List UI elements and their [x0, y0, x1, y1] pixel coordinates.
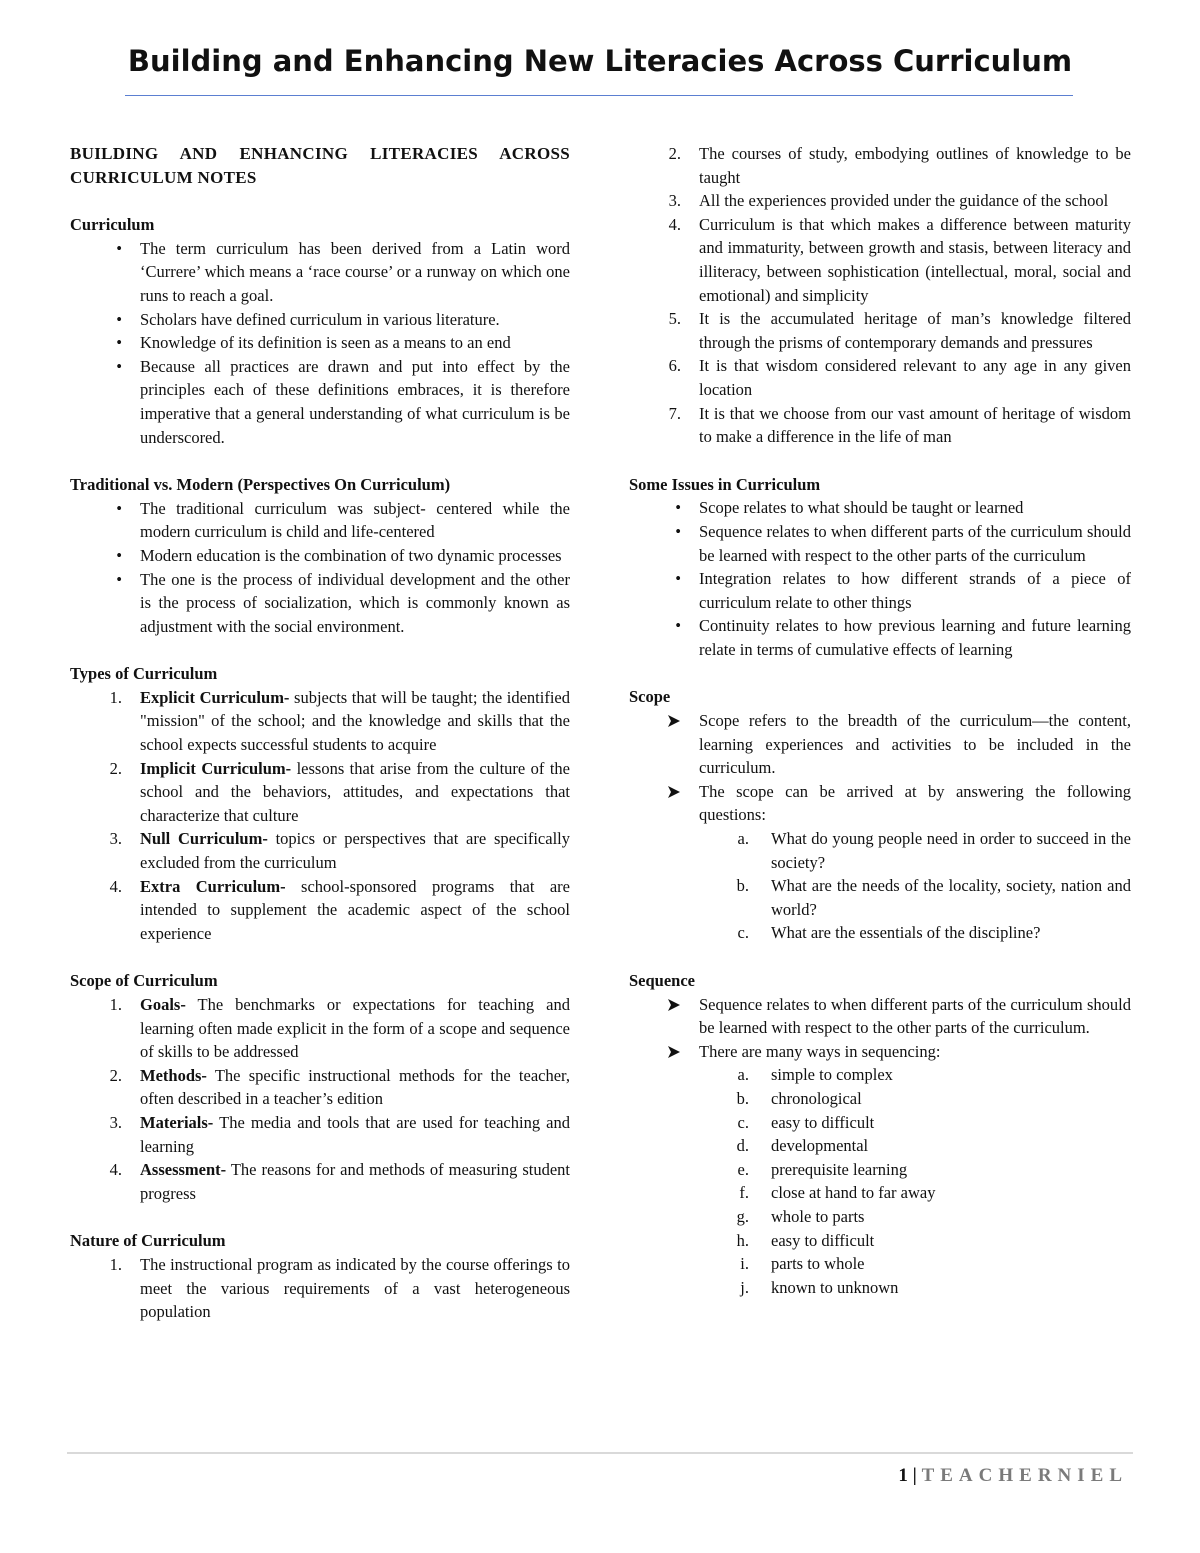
section-nature-of-curriculum — [70, 1229, 570, 1323]
letter-marker: j. — [740, 1277, 749, 1297]
section-heading: Some Issues in Curriculum — [629, 474, 821, 494]
bullet-marker: • — [675, 498, 681, 518]
section-curriculum — [70, 213, 570, 449]
list-item: 5. It is the accumulated heritage of man’s knowledge filtered through the prisms of contemporary demands and pressures — [629, 307, 1131, 354]
term: Materials- — [140, 1112, 214, 1132]
list-item: 4. Curriculum is that which makes a difference between maturity and immaturity, between growth and stasis, between literacy and illiteracy, between sophistication (intellectual, moral, social and emotional) and simplicity — [629, 213, 1131, 307]
bullet-marker: • — [116, 498, 122, 518]
bullet-marker: • — [116, 333, 122, 353]
list-item: 4. Assessment- The reasons for and methods of measuring student progress — [70, 1158, 570, 1205]
arrow-bullet-icon — [667, 998, 681, 1012]
letter-marker: a. — [737, 829, 749, 849]
footer-brand: TEACHERNIEL — [921, 1465, 1128, 1486]
number-marker: 4. — [109, 876, 122, 896]
number-marker: 6. — [668, 356, 681, 376]
arrow-bullet-icon — [667, 714, 681, 728]
number-marker: 5. — [668, 309, 681, 329]
list-item: b. chronological — [629, 1087, 1131, 1111]
section-heading: Sequence — [629, 971, 695, 990]
list-item: 2. Implicit Curriculum- lessons that arise from the culture of the school and the behaviors, attitudes, and expectations that characterize that culture — [70, 757, 570, 828]
list-item: Scope refers to the breadth of the curriculum—the content, learning experiences and activities to be included in the curriculum. — [629, 709, 1131, 780]
list-item: • Because all practices are drawn and put into effect by the principles each of these definitions embraces, it is therefore imperative that a general understanding of what curriculum is be underscored. — [70, 355, 570, 449]
letter-marker: b. — [736, 876, 749, 896]
footer-separator: | — [907, 1465, 922, 1486]
list-item: • Knowledge of its definition is seen as a means to an end — [70, 331, 570, 355]
list-item: b. What are the needs of the locality, society, nation and world? — [629, 874, 1131, 921]
list-item: j. known to unknown — [629, 1276, 1131, 1300]
list-item: • Integration relates to how different strands of a piece of curriculum relate to other things — [629, 567, 1131, 614]
term: Methods- — [140, 1065, 207, 1085]
list-item: • Scholars have defined curriculum in various literature. — [70, 308, 570, 332]
term: Explicit Curriculum- — [140, 687, 290, 707]
list-item: The scope can be arrived at by answering the following questions: — [629, 780, 1131, 827]
title-divider — [125, 95, 1073, 96]
list-item: 2. The courses of study, embodying outlines of knowledge to be taught — [629, 142, 1131, 189]
letter-marker: h. — [736, 1230, 749, 1250]
list-item: 7. It is that we choose from our vast amount of heritage of wisdom to make a difference in the life of man — [629, 402, 1131, 449]
list-item: 1. Explicit Curriculum- subjects that will be taught; the identified "mission" of the school; and the knowledge and skills that the school expects successful students to acquire — [70, 686, 570, 757]
bullet-marker: • — [675, 521, 681, 541]
bullet-marker: • — [116, 545, 122, 565]
list-item: There are many ways in sequencing: — [629, 1040, 1131, 1064]
section-heading: Scope — [629, 687, 671, 707]
bullet-marker: • — [116, 238, 122, 258]
section-types-of-curriculum — [70, 662, 570, 945]
number-marker: 4. — [109, 1160, 122, 1180]
list-item: 3. Materials- The media and tools that are used for teaching and learning — [70, 1111, 570, 1158]
section-scope-of-curriculum — [70, 969, 570, 1205]
number-marker: 2. — [668, 144, 681, 163]
list-item: 1. Goals- The benchmarks or expectations for teaching and learning often made explicit in the form of a scope and sequence of skills to be addressed — [70, 993, 570, 1064]
term: Assessment- — [140, 1160, 227, 1180]
list-item: h. easy to difficult — [629, 1229, 1131, 1253]
list-item: 3. Null Curriculum- topics or perspectives that are specifically excluded from the curriculum — [70, 827, 570, 874]
letter-marker: g. — [736, 1206, 749, 1226]
number-marker: 1. — [109, 1254, 122, 1274]
section-heading: Traditional vs. Modern (Perspectives On Curriculum) — [70, 475, 451, 495]
list-item: • The one is the process of individual development and the other is the process of socialization, which is commonly known as adjustment with the social environment. — [70, 568, 570, 639]
list-item: i. parts to whole — [629, 1252, 1131, 1276]
term: Implicit Curriculum- — [140, 758, 292, 778]
list-item: 2. Methods- The specific instructional methods for the teacher, often described in a teacher’s edition — [70, 1064, 570, 1111]
letter-marker: f. — [739, 1183, 749, 1203]
list-item: Sequence relates to when different parts of the curriculum should be learned with respect to the other parts of the curriculum. — [629, 993, 1131, 1040]
list-item: 4. Extra Curriculum- school-sponsored programs that are intended to supplement the academic aspect of the school experience — [70, 875, 570, 946]
list-item: • Continuity relates to how previous learning and future learning relate in terms of cumulative effects of learning — [629, 614, 1131, 661]
page-footer — [898, 1465, 1128, 1487]
left-column — [70, 142, 570, 1324]
bullet-marker: • — [116, 356, 122, 376]
section-traditional-vs-modern — [70, 473, 570, 638]
number-marker: 3. — [109, 829, 122, 849]
right-column — [629, 142, 1131, 1299]
list-item: c. easy to difficult — [629, 1111, 1131, 1135]
page-number: 1 — [898, 1465, 908, 1486]
number-marker: 1. — [109, 995, 122, 1014]
arrow-bullet-icon — [667, 785, 681, 799]
list-item: • Sequence relates to when different parts of the curriculum should be learned with respect to the other parts of the curriculum — [629, 520, 1131, 567]
number-marker: 4. — [668, 214, 681, 234]
term: Null Curriculum- — [140, 829, 268, 849]
letter-marker: b. — [736, 1088, 749, 1108]
arrow-bullet-icon — [667, 1045, 681, 1059]
bullet-marker: • — [116, 309, 122, 329]
document-title: Building and Enhancing New Literacies Across Curriculum — [127, 44, 1073, 78]
section-heading: Types of Curriculum — [70, 664, 218, 684]
list-item: • Scope relates to what should be taught or learned — [629, 496, 1131, 520]
list-item: • The term curriculum has been derived from a Latin word ‘Currere’ which means a ‘race course’ or a runway on which one runs to reach a goal. — [70, 237, 570, 308]
letter-marker: i. — [740, 1254, 749, 1274]
section-heading: Curriculum — [70, 215, 155, 235]
list-item: a. simple to complex — [629, 1063, 1131, 1087]
letter-marker: a. — [737, 1065, 749, 1085]
number-marker: 7. — [668, 403, 681, 423]
list-item: a. What do young people need in order to succeed in the society? — [629, 827, 1131, 874]
list-item: 6. It is that wisdom considered relevant to any age in any given location — [629, 354, 1131, 401]
list-item: 1. The instructional program as indicated by the course offerings to meet the various requirements of a vast heterogeneous population — [70, 1253, 570, 1324]
letter-marker: d. — [736, 1136, 749, 1156]
bullet-marker: • — [116, 569, 122, 589]
section-sequence — [629, 969, 1131, 1299]
number-marker: 2. — [109, 758, 122, 778]
list-item: 3. All the experiences provided under the guidance of the school — [629, 189, 1131, 213]
nature-continued-list — [629, 142, 1131, 449]
list-item: d. developmental — [629, 1134, 1131, 1158]
lead-heading: BUILDING AND ENHANCING LITERACIES ACROSS CURRICULUM NOTES — [70, 144, 570, 187]
bullet-marker: • — [675, 616, 681, 636]
letter-marker: c. — [737, 923, 749, 943]
list-item: e. prerequisite learning — [629, 1158, 1131, 1182]
section-heading: Nature of Curriculum — [70, 1231, 226, 1251]
term: Goals- — [140, 995, 186, 1014]
section-heading: Scope of Curriculum — [70, 971, 218, 991]
bullet-marker: • — [675, 569, 681, 589]
list-item: g. whole to parts — [629, 1205, 1131, 1229]
letter-marker: c. — [737, 1112, 749, 1132]
number-marker: 3. — [109, 1112, 122, 1132]
number-marker: 1. — [109, 687, 122, 707]
number-marker: 2. — [109, 1065, 122, 1085]
footer-divider — [67, 1452, 1133, 1454]
list-item: f. close at hand to far away — [629, 1181, 1131, 1205]
term: Extra Curriculum- — [140, 876, 286, 896]
section-scope — [629, 685, 1131, 945]
list-item: • Modern education is the combination of two dynamic processes — [70, 544, 570, 568]
list-item: c. What are the essentials of the discipline? — [629, 921, 1131, 945]
list-item: • The traditional curriculum was subject- centered while the modern curriculum is child and life-centered — [70, 497, 570, 544]
number-marker: 3. — [668, 191, 681, 211]
letter-marker: e. — [737, 1159, 749, 1179]
section-some-issues — [629, 473, 1131, 662]
